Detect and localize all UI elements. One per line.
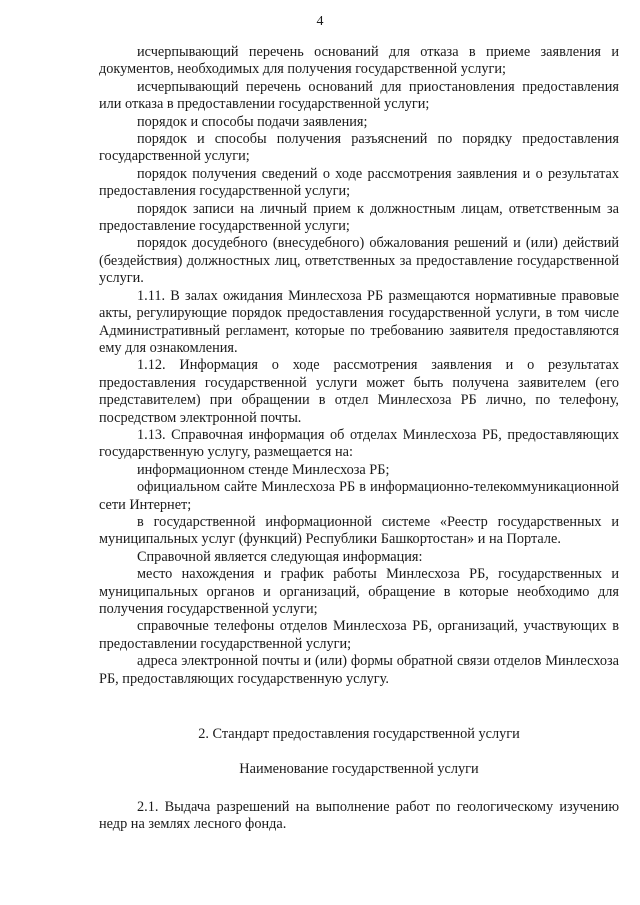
paragraph-personal-appointment: порядок записи на личный прием к должностным лицам, ответственным за предоставление государственной услуги; (99, 200, 619, 235)
paragraph-info-stand: информационном стенде Минлесхоза РБ; (137, 461, 390, 478)
subsection-title: Наименование государственной услуги (239, 761, 479, 778)
paragraph-suspension-grounds: исчерпывающий перечень оснований для приостановления предоставления или отказа в предоставлении государственной услуги; (99, 78, 619, 113)
section-title: 2. Стандарт предоставления государственной услуги (198, 726, 520, 743)
paragraph-1-11: 1.11. В залах ожидания Минлесхоза РБ размещаются нормативные правовые акты, регулирующие порядок предоставления государственной услуги, в том числе Административный регламент, которые по требованию заявителя предоставляются ему для ознакомления. (99, 287, 619, 356)
paragraph-refusal-grounds: исчерпывающий перечень оснований для отказа в приеме заявления и документов, необходимых для получения государственной услуги; (99, 44, 619, 78)
paragraph-email-feedback: адреса электронной почты и (или) формы обратной связи отделов Минлесхоза РБ, предоставляющих государственную услугу. (99, 653, 619, 687)
paragraph-1-12: 1.12. Информация о ходе рассмотрения заявления и о результатах предоставления государственной услуги может быть получена заявителем (его представителем) при обращении в отдел Минлесхоза РБ лично, по телефону, посредством электронной почты. (99, 357, 619, 426)
paragraph-appeal-procedure: порядок досудебного (внесудебного) обжалования решений и (или) действий (бездействия) должностных лиц, ответственных за предоставление государственной услуги. (99, 235, 619, 287)
paragraph-reference-info: Справочной является следующая информация: (137, 548, 423, 565)
paragraph-2-1: 2.1. Выдача разрешений на выполнение работ по геологическому изучению недр на землях лесного фонда. (99, 798, 619, 833)
paragraph-official-site: официальном сайте Минлесхоза РБ в информационно-телекоммуникационной сети Интернет; (99, 479, 619, 513)
paragraph-clarification-methods: порядок и способы получения разъяснений по порядку предоставления государственной услуги; (99, 131, 619, 165)
paragraph-submission-methods: порядок и способы подачи заявления; (137, 113, 368, 130)
paragraph-location-schedule: место нахождения и график работы Минлесхоза РБ, государственных и муниципальных органов и организаций, обращение в которые необходимо для получения государственной услуги; (99, 566, 619, 617)
paragraph-status-info: порядок получения сведений о ходе рассмотрения заявления и о результатах предоставления государственной услуги; (99, 165, 619, 200)
page-number: 4 (316, 14, 324, 29)
paragraph-state-registry: в государственной информационной системе «Реестр государственных и муниципальных услуг (функций) Республики Башкортостан» и на Портале. (99, 513, 619, 548)
document-body (99, 44, 619, 834)
paragraph-1-13: 1.13. Справочная информация об отделах Минлесхоза РБ, предоставляющих государственную услугу, размещается на: (99, 426, 619, 461)
paragraph-phones: справочные телефоны отделов Минлесхоза РБ, организаций, участвующих в предоставлении государственной услуги; (99, 618, 619, 652)
